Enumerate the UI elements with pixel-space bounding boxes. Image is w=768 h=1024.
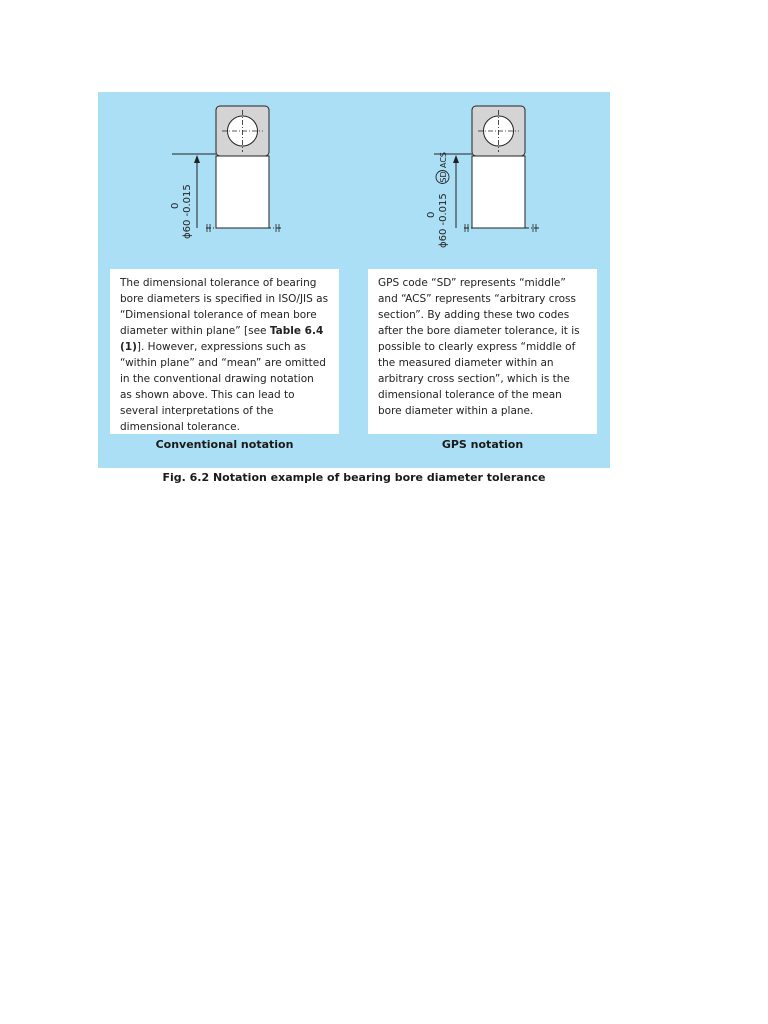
bearing-drawing-gps	[426, 106, 540, 248]
description-text-continued: ]. However, expressions such as “within plane” and “mean” are omitted in the conventional drawing notation as shown above. This can lead to several interpretations of the dimensional tolerance.	[120, 341, 326, 433]
description-text: The dimensional tolerance of bearing bore diameters is specified in ISO/JIS as “Dimensional tolerance of mean bore diameter within plane” [see	[120, 277, 329, 337]
figure-panel	[98, 92, 610, 468]
gps-modifier-sd: SD	[439, 171, 448, 183]
bearing-drawings	[98, 92, 610, 268]
gps-notation-label: GPS notation	[441, 438, 524, 451]
dimension-upper-value: 0	[426, 211, 437, 218]
conventional-notation-label: Conventional notation	[155, 438, 294, 451]
dimension-lower-value: ϕ60 -0.015	[182, 184, 193, 239]
description-paragraph: GPS code “SD” represents “middle” and “ACS” represents “arbitrary cross section”. By adding these two codes after the bore diameter tolerance, it is possible to clearly express “middle of the measured diameter within an arbitrary cross section”, which is the dimensional tolerance of the mean bore diameter within a plane.	[378, 277, 580, 417]
gps-suffix-acs: ACS	[439, 152, 448, 168]
conventional-notation-description	[110, 269, 339, 434]
bearing-drawing-conventional	[170, 106, 282, 239]
dimension-lower-value: ϕ60 -0.015	[438, 193, 449, 248]
description-paragraph	[120, 275, 329, 435]
table-reference: Table 6.4 (1)	[120, 325, 324, 353]
bearing-bore-body	[216, 156, 269, 228]
figure-caption: Fig. 6.2 Notation example of bearing bore diameter tolerance	[162, 471, 546, 484]
gps-notation-description	[368, 269, 597, 434]
dimension-upper-value: 0	[170, 202, 181, 209]
bearing-bore-body	[472, 156, 525, 228]
